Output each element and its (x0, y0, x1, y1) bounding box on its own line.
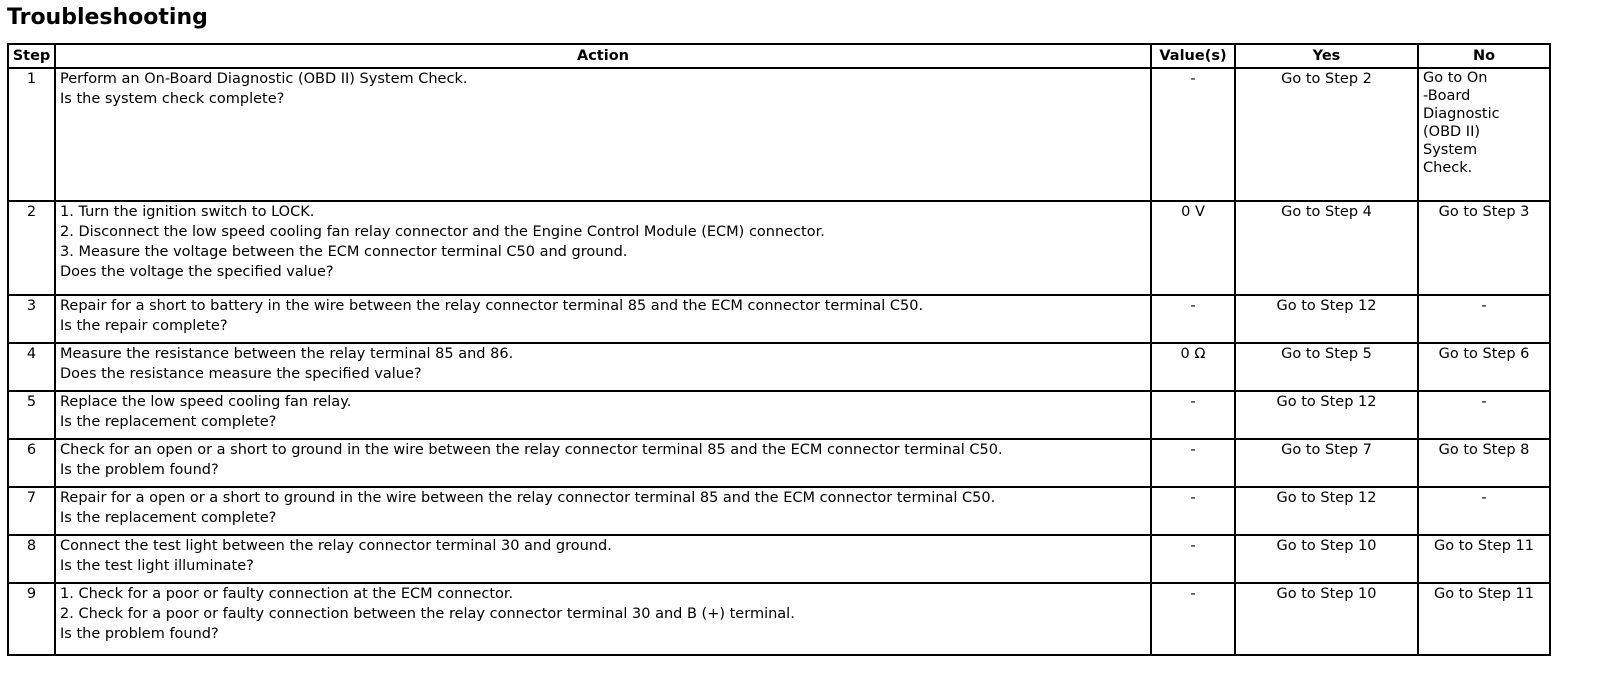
action-line: 3. Measure the voltage between the ECM connector terminal C50 and ground. (60, 244, 628, 260)
step-cell: 6 (8, 439, 55, 487)
yes-cell: Go to Step 12 (1235, 487, 1418, 535)
header-yes: Yes (1235, 44, 1418, 68)
table-row (8, 583, 1550, 655)
value-cell: 0 Ω (1151, 343, 1235, 391)
no-cell (1418, 68, 1550, 201)
no-line: Go to On (1423, 70, 1488, 86)
action-line: Does the voltage the specified value? (60, 264, 334, 280)
action-line: Is the problem found? (60, 462, 219, 478)
step-cell: 9 (8, 583, 55, 655)
action-line: Is the repair complete? (60, 318, 228, 334)
table-row (8, 391, 1550, 439)
no-cell (1418, 583, 1550, 655)
no-line: Diagnostic (1423, 106, 1500, 122)
table-header-row (8, 44, 1550, 68)
action-cell (55, 487, 1151, 535)
no-line: (OBD II) (1423, 124, 1481, 140)
step-cell: 3 (8, 295, 55, 343)
action-line: Connect the test light between the relay connector terminal 30 and ground. (60, 538, 612, 554)
step-cell: 4 (8, 343, 55, 391)
yes-cell: Go to Step 12 (1235, 391, 1418, 439)
table-body (8, 68, 1550, 655)
no-line: Check. (1423, 160, 1473, 176)
action-cell (55, 583, 1151, 655)
action-line: 1. Turn the ignition switch to LOCK. (60, 204, 315, 220)
no-line: Go to Step 6 (1438, 346, 1530, 362)
value-cell: - (1151, 68, 1235, 201)
no-cell (1418, 535, 1550, 583)
no-cell (1418, 487, 1550, 535)
header-action: Action (55, 44, 1151, 68)
step-cell: 8 (8, 535, 55, 583)
action-line: 1. Check for a poor or faulty connection at the ECM connector. (60, 586, 514, 602)
action-line: Replace the low speed cooling fan relay. (60, 394, 352, 410)
action-line: Is the problem found? (60, 626, 219, 642)
value-cell: - (1151, 535, 1235, 583)
no-line: System (1423, 142, 1478, 158)
no-cell (1418, 391, 1550, 439)
step-cell: 1 (8, 68, 55, 201)
table-row (8, 343, 1550, 391)
table-row (8, 487, 1550, 535)
table-row (8, 535, 1550, 583)
no-line: - (1481, 490, 1487, 506)
table-row (8, 68, 1550, 201)
no-line: - (1481, 298, 1487, 314)
header-step: Step (8, 44, 55, 68)
yes-cell: Go to Step 7 (1235, 439, 1418, 487)
no-line: Go to Step 11 (1434, 586, 1534, 602)
no-line: Go to Step 8 (1438, 442, 1530, 458)
action-line: Perform an On-Board Diagnostic (OBD II) System Check. (60, 71, 468, 87)
value-cell: - (1151, 391, 1235, 439)
table-row (8, 201, 1550, 295)
value-cell: - (1151, 487, 1235, 535)
header-values: Value(s) (1151, 44, 1235, 68)
action-line: Measure the resistance between the relay terminal 85 and 86. (60, 346, 514, 362)
no-cell (1418, 343, 1550, 391)
no-cell (1418, 439, 1550, 487)
action-line: Is the replacement complete? (60, 510, 277, 526)
action-cell (55, 295, 1151, 343)
action-line: Is the replacement complete? (60, 414, 277, 430)
action-line: Is the test light illuminate? (60, 558, 254, 574)
no-line: Go to Step 11 (1434, 538, 1534, 554)
step-cell: 5 (8, 391, 55, 439)
action-line: 2. Disconnect the low speed cooling fan relay connector and the Engine Control Module (ECM) connector. (60, 224, 825, 240)
value-cell: - (1151, 295, 1235, 343)
value-cell: 0 V (1151, 201, 1235, 295)
yes-cell: Go to Step 10 (1235, 583, 1418, 655)
action-cell (55, 439, 1151, 487)
action-line: Check for an open or a short to ground in the wire between the relay connector terminal 85 and the ECM connector terminal C50. (60, 442, 1003, 458)
no-cell (1418, 201, 1550, 295)
no-line: Go to Step 3 (1438, 204, 1530, 220)
action-cell (55, 68, 1151, 201)
yes-cell: Go to Step 2 (1235, 68, 1418, 201)
step-cell: 7 (8, 487, 55, 535)
header-no: No (1418, 44, 1550, 68)
action-line: Repair for a open or a short to ground in the wire between the relay connector terminal 85 and the ECM connector terminal C50. (60, 490, 996, 506)
action-line: 2. Check for a poor or faulty connection between the relay connector terminal 30 and B (+) terminal. (60, 606, 795, 622)
no-line: - (1481, 394, 1487, 410)
troubleshooting-table (7, 43, 1551, 656)
action-cell (55, 343, 1151, 391)
no-cell (1418, 295, 1550, 343)
page-title: Troubleshooting (7, 5, 208, 30)
no-line: -Board (1423, 88, 1471, 104)
table-row (8, 295, 1550, 343)
action-line: Repair for a short to battery in the wire between the relay connector terminal 85 and the ECM connector terminal C50. (60, 298, 924, 314)
yes-cell: Go to Step 12 (1235, 295, 1418, 343)
action-cell (55, 201, 1151, 295)
action-cell (55, 391, 1151, 439)
value-cell: - (1151, 583, 1235, 655)
action-cell (55, 535, 1151, 583)
value-cell: - (1151, 439, 1235, 487)
yes-cell: Go to Step 10 (1235, 535, 1418, 583)
action-line: Does the resistance measure the specified value? (60, 366, 422, 382)
step-cell: 2 (8, 201, 55, 295)
action-line: Is the system check complete? (60, 91, 285, 107)
yes-cell: Go to Step 5 (1235, 343, 1418, 391)
table-row (8, 439, 1550, 487)
yes-cell: Go to Step 4 (1235, 201, 1418, 295)
